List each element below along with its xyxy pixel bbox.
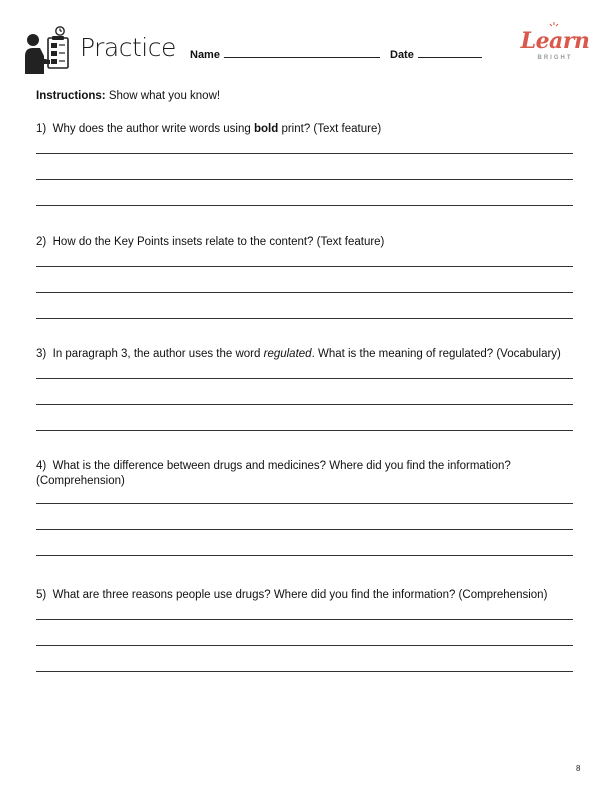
question-text [36,235,573,250]
instructions-label: Instructions: [36,90,106,102]
emphasized-word: bold [253,123,279,135]
answer-line[interactable] [36,318,573,319]
question-number: 2) [36,236,47,248]
question-2 [36,235,573,250]
answer-line[interactable] [36,619,573,620]
answer-line[interactable] [36,404,573,405]
question-prompt-end: print? (Text feature) [278,123,382,135]
question-4 [36,459,573,489]
instructions [36,88,573,104]
name-label: Name [190,49,220,61]
date-label: Date [390,49,414,61]
answer-line[interactable] [36,555,573,556]
question-text [36,122,573,137]
answer-line[interactable] [36,529,573,530]
name-blank-line[interactable] [224,47,380,58]
page-number: 8 [576,764,581,773]
date-blank-line[interactable] [418,47,482,58]
answer-line[interactable] [36,292,573,293]
answer-line[interactable] [36,430,573,431]
question-text [36,459,573,489]
answer-line[interactable] [36,503,573,504]
worksheet-header [0,0,612,80]
question-number: 3) [36,348,47,360]
question-prompt: Why does the author write words using [52,123,254,135]
answer-line[interactable] [36,671,573,672]
question-text [36,347,573,362]
question-number: 4) [36,460,47,472]
answer-line[interactable] [36,378,573,379]
answer-line[interactable] [36,179,573,180]
answer-line[interactable] [36,645,573,646]
instructions-text: Show what you know! [108,90,221,102]
question-number: 1) [36,123,47,135]
name-field[interactable] [190,47,380,61]
page-title: Practice [80,33,176,62]
worksheet-body [36,88,573,601]
question-prompt: What are three reasons people use drugs? Where did you find the information? (Comprehension) [52,589,548,601]
question-prompt: In paragraph 3, the author uses the word [52,348,264,360]
logo-subtext: BRIGHT [537,55,573,61]
learn-bright-logo [520,28,590,68]
logo-text: Learn [520,28,590,54]
question-prompt: How do the Key Points insets relate to the content? (Text feature) [52,236,385,248]
date-field[interactable] [390,47,482,61]
question-prompt: What is the difference between drugs and medicines? Where did you find the information? (Comprehension) [36,460,511,487]
question-3 [36,347,573,362]
person-with-worksheet-icon [24,26,72,76]
question-1 [36,122,573,137]
answer-line[interactable] [36,205,573,206]
question-number: 5) [36,589,47,601]
emphasized-word: regulated [263,348,312,360]
question-prompt-end: . What is the meaning of regulated? (Vocabulary) [311,348,561,360]
answer-line[interactable] [36,266,573,267]
question-5 [36,588,573,603]
question-text [36,588,573,603]
answer-line[interactable] [36,153,573,154]
